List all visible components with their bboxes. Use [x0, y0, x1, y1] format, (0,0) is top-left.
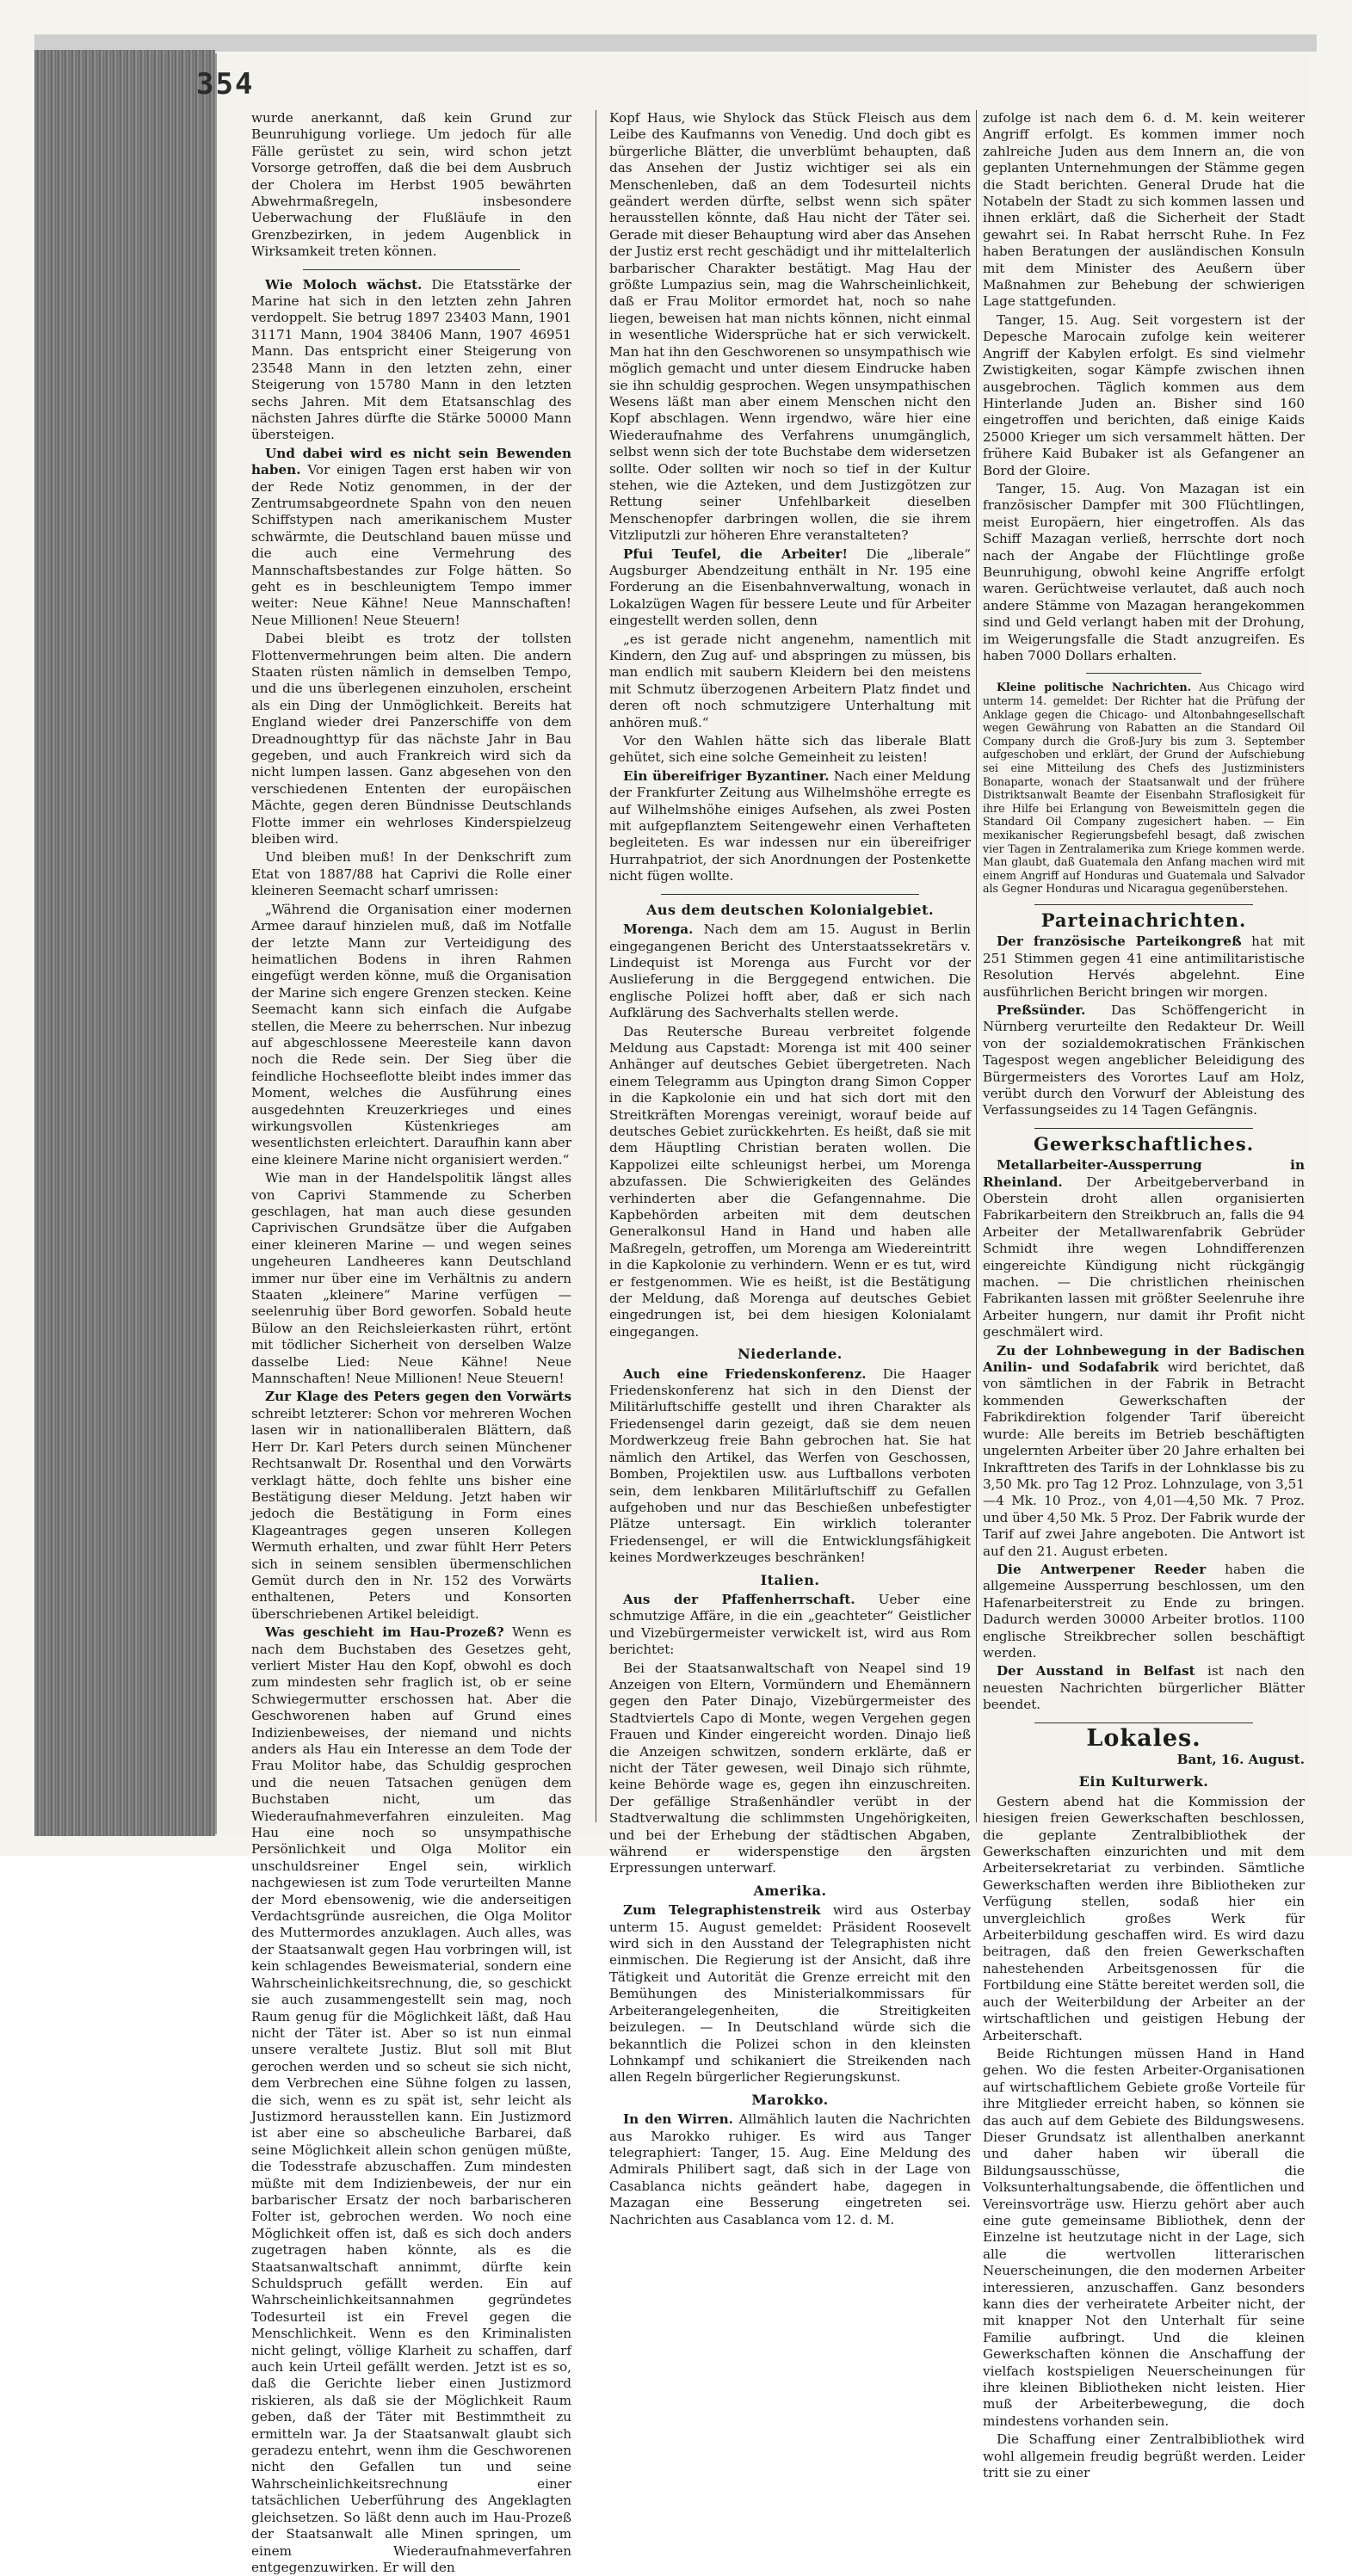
article-text: Nach dem am 15. August in Berlin eingegangenen Bericht des Unterstaatssekretärs v. Lindequist ist Morenga aus Furcht vor der Auslieferung in die Berggegend entwichen. Die englische Polizei hofft aber, daß er sich nach Aufklärung des Sachverhalts stellen werde. [609, 921, 972, 1021]
section-title: Aus dem deutschen Kolonialgebiet. [645, 901, 935, 918]
paragraph: Kopf Haus, wie Shylock das Stück Fleisch aus dem Leibe des Kaufmanns von Venedig. Und doch gibt es bürgerliche Blätter, die unverblümt behaupten, daß das Ansehen der Justiz wichtiger sei als ein Menschenleben, daß an dem Todesurteil nichts geändert werden dürfte, selbst wenn sich später herausstellen könnte, daß Hau nicht der Täter sei. Gerade mit dieser Behauptung wird aber das Ansehen der Justiz erst recht geschädigt und ihr mittelalterlich barbarischer Charakter bestätigt. Mag Hau der größte Lumpazius sein, mag die Wahrscheinlichkeit, daß er Frau Molitor ermordet hat, noch so nahe liegen, beweisen hat man nichts können, nicht einmal in wesentliche Widersprüche hat er sich verwickelt. Man hat ihn den Geschworenen so unsympathisch wie möglich gemacht und unter diesem Eindrucke haben sie ihn schuldig gesprochen. Wegen unsympathischen Wesens läßt man aber einem Menschen nicht den Kopf abschlagen. Wenn irgendwo, wäre hier eine Wiederaufnahme des Verfahrens unumgänglich, selbst wenn sich der tote Buchstabe dem widersetzen sollte. Oder sollten wir noch so tief in der Kultur stehen, wie die Azteken, und dem Justizgötzen zur Rettung seiner Unfehlbarkeit dieselben Menschenopfer darbringen wollen, die sie ihrem Vitzliputzli zur höheren Ehre veranstalteten? [609, 110, 971, 544]
separator [661, 894, 919, 895]
column-3 [983, 110, 1306, 2481]
section-title: Marokko. [751, 2091, 829, 2108]
article-heading: Aus der Pfaffenherrschaft. [623, 1591, 855, 1607]
article-heading: In den Wirren. [623, 2111, 733, 2128]
article [983, 1157, 1305, 1340]
article [609, 921, 971, 1021]
article [609, 1592, 971, 1659]
article-text: wird aus Osterbay unterm 15. August gemeldet: Präsident Roosevelt wird sich in den Ausstand der Telegraphisten nicht einmischen. Die Regierung ist der Ansicht, daß ihre Tätigkeit und Autorität die Grenze erreicht mit den Bemühungen des Ministerialkommissars für Arbeiterangelegenheiten, die Streitigkeiten beizulegen. — In Deutschland würde sich die bekanntlich die Polizei schon in den kleinsten Lohnkampf und schikaniert die Streikenden nach allen Regeln bürgerlicher Regierungskunst. [609, 1902, 972, 2086]
article-heading: Pfui Teufel, die Arbeiter! [623, 545, 848, 562]
article-text: ist nach den neuesten Nachrichten bürgerlicher Blätter beendet. [983, 1663, 1305, 1713]
article-heading: Morenga. [623, 921, 694, 938]
section-title: Lokales. [1086, 1724, 1201, 1752]
article [609, 546, 971, 630]
article-text: Ueber eine schmutzige Affäre, in die ein „geachteter“ Geistlicher und Vizebürgermeister verwickelt ist, wird aus Rom berichtet: [609, 1591, 972, 1658]
article-text: Vor einigen Tagen erst haben wir von der Rede Notiz genommen, in der der Zentrumsabgeordnete Spahn von den neuen Schiffstypen nach amerikanischem Muster schwärmte, die Deutschland bauen müsse und die auch eine Vermehrung des Mannschaftsbestandes zur Folge hätten. So geht es in beschleunigtem Tempo immer weiter: Neue Kähne! Neue Mannschaften! Neue Millionen! Neue Steuern! [251, 462, 572, 628]
article-heading: Was geschieht im Hau-Prozeß? [265, 1624, 504, 1641]
article-heading: Auch eine Friedenskonferenz. [623, 1365, 867, 1382]
article-heading: Der Ausstand in Belfast [997, 1663, 1195, 1679]
paragraph: Tanger, 15. Aug. Von Mazagan ist ein französischer Dampfer mit 300 Flüchtlingen, meist Europäern, hier eingetroffen. Als das Schiff Mazagan verließ, herrschte dort noch nach der Angabe der Flüchtlinge große Beunruhigung, obwohl keine Angriffe erfolgt waren. Gerüchtweise verlautet, daß auch noch andere Stämme von Mazagan herangekommen sind und Geld verlangt haben mit der Drohung, im Weigerungsfalle die Stadt anzugreifen. Es haben 7000 Dollars erhalten. [983, 480, 1305, 663]
column-2 [609, 110, 972, 2228]
scan-top-edge [34, 34, 1317, 52]
paragraph: wurde anerkannt, daß kein Grund zur Beunruhigung vorliege. Um jedoch für alle Fälle gerüstet zu sein, wird schon jetzt Vorsorge getroffen, daß die bei dem Ausbruch der Cholera im Herbst 1905 bewährten Abwehrmaßregeln, insbesondere Ueberwachung der Flußläufe in den Grenzbezirken, in jedem Augenblick in Wirksamkeit treten können. [251, 110, 571, 260]
article [251, 1624, 571, 2576]
column-1 [251, 110, 572, 2575]
quotation: „Während die Organisation einer modernen Armee darauf hinzielen muß, daß im Notfalle der letzte Mann zur Verteidigung des heimatlichen Bodens in ihren Rahmen eingefügt werden könne, muß die Organisation der Marine sich engere Grenzen stecken. Keine Seemacht kann sich einfach die Aufgabe stellen, die Meere zu beherrschen. Nur inbezug auf abgeschlossene Meeresteile kann davon noch die Rede sein. Der Sieg über die feindliche Hochseeflotte bleibt indes immer das Moment, welches die Ausführung eines ausgedehnten Kreuzerkrieges und eines wirkungsvollen Küstenkrieges am wesentlichsten erleichtert. Daraufhin kann aber eine kleinere Marine nicht organisiert werden.“ [251, 901, 571, 1168]
paragraph: Und bleiben muß! In der Denkschrift zum Etat von 1887/88 hat Caprivi die Rolle einer kleineren Seemacht scharf umrissen: [251, 849, 571, 899]
article [983, 1002, 1305, 1119]
article-text: Nach einer Meldung der Frankfurter Zeitung aus Wilhelmshöhe erregte es auf Wilhelmshöhe einiges Aufsehen, als zwei Posten mit aufgepflanztem Seitengewehr einen Verhafteten begleiteten. Es war indessen nur ein übereifriger Hurrahpatriot, der sich Anordnungen der Postenkette nicht fügen wollte. [609, 767, 971, 884]
book-binding-edge [34, 50, 215, 1836]
section-title: Niederlande. [738, 1346, 843, 1363]
section-title: Amerika. [753, 1882, 827, 1899]
paragraph: Tanger, 15. Aug. Seit vorgestern ist der Depesche Marocain zufolge kein weiterer Angriff der Kabylen erfolgt. Es sind vielmehr Zwistigkeiten, sogar Kämpfe zwischen ihnen ausgebrochen. Täglich kommen aus dem Hinterlande Juden an. Bisher sind 160 eingetroffen und berichten, daß einige Kaids 25000 Krieger um sich versammelt hätten. Der frühere Kaid Bubaker ist als Gefangener an Bord der Gloire. [983, 311, 1305, 478]
paragraph: Wie man in der Handelspolitik längst alles von Caprivi Stammende zu Scherben geschlagen, hat man auch diese gesunden Caprivischen Grundsätze über die Aufgaben einer kleineren Marine — und wegen seines ungeheuren Landheeres kann Deutschland immer nur über eine im Verhältnis zu andern Staaten „kleinere“ Marine verfügen — seelenruhig über Bord geworfen. Sobald heute Bülow an den Reichsleierkasten rührt, ertönt mit tödlicher Sicherheit von derselben Walze dasselbe Lied: Neue Kähne! Neue Mannschaften! Neue Millionen! Neue Steuern! [251, 1170, 571, 1387]
separator [1034, 1128, 1253, 1129]
dateline: Bant, 16. August. [1176, 1752, 1305, 1767]
article-text: Der Arbeitgeberverband in Oberstein droht allen organisierten Fabrikarbeitern den Streikbruch an, falls die 94 Arbeiter der Metallwarenfabrik Gebrüder Schmidt ihre wegen Lohndifferenzen eingereichte Kündigung nicht rückgängig machen. — Die christlichen rheinischen Fabrikanten lassen mit größter Seelenruhe ihre Arbeiter hungern, nur damit ihr Profit nicht geschmälert wird. [983, 1174, 1305, 1340]
article [251, 446, 571, 629]
article [983, 1562, 1305, 1661]
article [983, 1343, 1305, 1560]
paragraph: Das Reutersche Bureau verbreitet folgende Meldung aus Capstadt: Morenga ist mit 400 seiner Anhänger auf deutsches Gebiet übergetreten. Nach einem Telegramm aus Upington drang Simon Copper in die Kapkolonie ein und hat sich dort mit den Streitkräften Morengas vereinigt, worauf beide auf deutsches Gebiet zurückkehrten. Es heißt, daß sie mit dem Häuptling Christian beraten wollen. Die Kappolizei eilte schleunigst herbei, um Morenga abzufassen. Die Schwierigkeiten des Geländes verhinderten aber die Gefangennahme. Die Kapbehörden arbeiten mit dem deutschen Generalkonsul Hand in Hand und haben alle Maßregeln, getroffen, um Morenga am Wiedereintritt in die Kapkolonie zu verhindern. Wenn er es tut, wird er festgenommen. Wie es heißt, ist die Bestätigung der Meldung, daß Morenga auf deutsches Gebiet eingedrungen ist, bei dem hiesigen Kolonialamt eingegangen. [609, 1023, 971, 1340]
article-text: Wenn es nach dem Buchstaben des Gesetzes geht, verliert Mister Hau den Kopf, obwohl es doch zum mindesten sehr fraglich ist, ob er seine Schwiegermutter erschossen hat. Aber die Geschworenen haben auf Grund eines Indizienbeweises, der niemand und nichts anders als Hau ein Interesse an dem Tode der Frau Molitor habe, das Schuldig gesprochen und die neuen Tatsachen genügen dem Buchstaben nicht, um das Wiederaufnahmeverfahren einzuleiten. Mag Hau eine noch so unsympathische Persönlichkeit und Olga Molitor ein unschuldsreiner Engel sein, wirklich nachgewiesen ist zum Tode verurteilten Manne der Mord ebensowenig, wie die anderseitigen Verdachtsgründe ausreichen, die Olga Molitor des Muttermordes anzuklagen. Auch alles, was der Staatsanwalt gegen Hau vorbringen will, ist kein schlagendes Beweismaterial, sondern eine Wahrscheinlichkeitsrechnung, die, so geschickt sie auch zusammengestellt sein mag, noch Raum genug für die Möglichkeit läßt, daß Hau nicht der Täter ist. Aber so ist nun einmal unsere veraltete Justiz. Blut soll mit Blut gerochen werden und so scheut sie sich nicht, dem Verbrechen eine Sühne folgen zu lassen, die sich, wenn es zu spät ist, sehr leicht als Justizmord herausstellen kann. Ein Justizmord ist aber eine so abscheuliche Barbarei, daß seine Möglichkeit allein schon genügen müßte, die Todesstrafe abzuschaffen. Zum mindesten müßte mit dem Indizienbeweis, der nur ein barbarischer Ersatz der noch barbarischeren Folter ist, gebrochen werden. Wo noch eine Möglichkeit offen ist, daß es sich doch anders zugetragen haben könnte, als es die Staatsanwaltschaft annimmt, dürfte kein Schuldspruch gefällt werden. Ein auf Wahrscheinlichkeitsannahmen gegründetes Todesurteil ist ein Frevel gegen die Menschlichkeit. Wenn es den Kriminalisten nicht gelingt, völlige Klarheit zu schaffen, darf auch kein Urteil gefällt werden. Jetzt ist es so, daß die Gerichte lieber einen Justizmord riskieren, als daß sie der Möglichkeit Raum geben, daß der Täter mit Bestimmtheit zu ermitteln war. Ja der Staatsanwalt glaubt sich geradezu entehrt, wenn ihm die Geschworenen nicht den Gefallen tun und seine Wahrscheinlichkeitsrechnung einer tatsächlichen Ueberführung des Angeklagten gleichsetzen. So läßt denn auch im Hau-Prozeß der Staatsanwalt alle Minen springen, um einem Wiederaufnahmeverfahren entgegenzuwirken. Er will den [251, 1624, 572, 2575]
section-title: Parteinachrichten. [1040, 909, 1247, 931]
paragraph: Vor den Wahlen hätte sich das liberale Blatt gehütet, sich eine solche Gemeinheit zu leisten! [609, 733, 971, 766]
paragraph: Dabei bleibt es trotz der tollsten Flottenvermehrungen beim alten. Die andern Staaten rüsten nämlich in demselben Tempo, und die uns überlegenen einzuholen, erscheint als ein Ding der Unmöglichkeit. Bereits hat England wieder drei Panzerschiffe von dem Dreadnoughttyp für das nächste Jahr in Bau gegeben, und auch Frankreich wird sich da nicht lumpen lassen. Ganz abgesehen von den verschiedenen Ententen der europäischen Mächte, gegen deren Bündnisse Deutschlands Flotte immer ein wehrloses Kinderspielzeug bleiben wird. [251, 631, 571, 847]
article [983, 934, 1305, 1001]
separator [303, 269, 520, 270]
article [609, 2111, 971, 2228]
article-text: haben die allgemeine Aussperrung beschlossen, um den Hafenarbeiterstreit zu Ende zu bringen. Dadurch werden 30000 Arbeiter brotlos. 1100 englische Streikbrecher sollen beschäftigt werden. [983, 1561, 1305, 1661]
article-text: Die Haager Friedenskonferenz hat sich in den Dienst der Militärluftschiffe gestellt und ihren Charakter als Friedensengel darin gezeigt, daß sie dem neuen Mordwerkzeug freie Bahn gebrochen hat. Sie hat nämlich den Artikel, das Werfen von Geschossen, Bomben, Projektilen usw. aus Luftballons verboten sein, dem lenkbaren Militärluftschiff zu Gefallen aufgehoben und nur das Beschießen unbefestigter Plätze untersagt. Ein wirklich toleranter Friedensengel, er will die Entwicklungsfähigkeit keines Mordwerkzeuges beschränken! [609, 1365, 971, 1566]
article-heading: Metallarbeiter-Aussperrung in Rheinland. [983, 1157, 1305, 1190]
article [983, 1663, 1305, 1713]
article-heading: Die Antwerpener Reeder [997, 1561, 1207, 1577]
article [609, 1366, 971, 1567]
article-text: Die Etatsstärke der Marine hat sich in den letzten zehn Jahren verdoppelt. Sie betrug 1897 23403 Mann, 1901 31171 Mann, 1904 38406 Mann, 1907 46951 Mann. Das entspricht einer Steigerung von 23548 Mann in den letzten zehn, einer Steigerung von 15780 Mann in den letzten sechs Jahren. Mit dem Etatsanschlag des nächsten Jahres dürfte die Stärke 50000 Mann übersteigen. [251, 276, 572, 443]
section-title: Italien. [760, 1571, 820, 1588]
article-text: schreibt letzterer: Schon vor mehreren Wochen lasen wir in nationalliberalen Blättern, daß Herr Dr. Karl Peters durch seinen Münchener Rechtsanwalt Dr. Rosenthal und den Vorwärts verklagt hätte, doch fehlte uns bisher eine Bestätigung dieser Meldung. Jetzt haben wir jedoch die Bestätigung in Form eines Klageantrages gegen unseren Kollegen Wermuth erhalten, und zwar fühlt Herr Peters sich in seinem sensiblen übermenschlichen Gemüt durch den in Nr. 152 des Vorwärts enthaltenen, Peters und Konsorten überschriebenen Artikel beleidigt. [251, 1405, 571, 1622]
article-heading: Ein Kulturwerk. [1078, 1773, 1209, 1790]
article-heading: Zum Telegraphistenstreik [623, 1902, 821, 1919]
article-text: Allmählich lauten die Nachrichten aus Marokko ruhiger. Es wird aus Tanger telegraphiert: Tanger, 15. Aug. Eine Meldung des Admirals Philibert sagt, daß sich in der Lage von Casablanca nichts geändert habe, dagegen in Mazagan eine Besserung eingetreten sei. Nachrichten aus Casablanca vom 12. d. M. [609, 2111, 972, 2228]
paragraph: Gestern abend hat die Kommission der hiesigen freien Gewerkschaften beschlossen, die geplante Zentralbibliothek der Gewerkschaften einzurichten und mit dem Arbeitersekretariat zu verbinden. Sämtliche Gewerkschaften werden ihre Bibliotheken zur Verfügung stellen, sodaß hier ein unvergleichlich großes Werk für Arbeiterbildung geschaffen wird. Es wird dazu beitragen, daß den freien Gewerkschaften nahestehenden Arbeitsgenossen für die Fortbildung eine Stätte bereitet werden soll, die auch der Weiterbildung der Arbeiter an der wirtschaftlichen und geistigen Hebung der Arbeiterschaft. [983, 1793, 1305, 2043]
article-text: wird berichtet, daß von sämtlichen in der Fabrik in Betracht kommenden Gewerkschaften der Fabrikdirektion folgender Tarif übereicht wurde: Alle bereits im Betrieb beschäftigten ungelernten Arbeiter über 20 Jahre erhalten bei Inkrafttreten des Tarifs in der Lohnklasse bis zu 3,50 Mk. pro Tag 12 Proz. Lohnzulage, von 3,51—4 Mk. 10 Proz., von 4,01—4,50 Mk. 7 Proz. und über 4,50 Mk. 5 Proz. Der Fabrik wurde der Tarif auf zwei Jahre angeboten. Die Antwort ist auf den 21. August erbeten. [983, 1359, 1305, 1559]
article [609, 768, 971, 885]
article-text: Aus Chicago wird unterm 14. gemeldet: Der Richter hat die Prüfung der Anklage gegen die Chicago- und Altonbahngesellschaft wegen Gewährung von Rabatten an die Standard Oil Company durch die Groß-Jury bis zum 3. September aufgeschoben und erklärt, der Grund der Aufschiebung sei eine Mitteilung des Chefs des Justizministers Bonaparte, wonach der Staatsanwalt und der frühere Distriktsanwalt Beamte der Eisenbahn Straflosigkeit für ihre Hilfe bei Erlangung von Beweismitteln gegen die Standard Oil Company zugesichert haben. — Ein mexikanischer Regierungsbefehl besagt, daß zwischen vier Tagen in Zentralamerika zum Kriege kommen werde. Man glaubt, daß Guatemala den Anfang machen wird mit einem Angriff auf Honduras und Guatemala und Salvador als Gegner Honduras und Nicaragua gegenüberstehen. [983, 681, 1305, 896]
separator [1086, 673, 1201, 674]
article-heading: Kleine politische Nachrichten. [997, 681, 1192, 694]
article [251, 1389, 571, 1623]
quotation: „es ist gerade nicht angenehm, namentlich mit Kindern, den Zug auf- und abspringen zu müssen, bis man endlich mit saubern Kleidern bei den meistens mit Schmutz überzogenen Arbeitern Platz findet und deren oft noch schmutzigere Unterhaltung mit anhören muß.“ [609, 631, 971, 730]
article [251, 277, 571, 444]
article-heading: Ein übereifriger Byzantiner. [623, 767, 830, 784]
paragraph: Bei der Staatsanwaltschaft von Neapel sind 19 Anzeigen von Eltern, Vormündern und Ehemännern gegen den Pater Dinajo, Vizebürgermeister des Stadtviertels Capo di Monte, wegen Vergehen gegen Frauen und Kinder eingereicht worden. Dinajo ließ die Anzeigen schwitzen, sondern erklärte, daß er nicht der Täter gewesen, weil Dinajo sich rühmte, keine Behörde wage es, gegen ihn einzuschreiten. Der gefällige Straßenhändler verübt in der Stadtverwaltung die schlimmsten Ungehörigkeiten, und bei der Erhebung der städtischen Abgaben, während er widerspenstige den ärgsten Erpressungen unterwarf. [609, 1660, 971, 1877]
article-heading: Wie Moloch wächst. [265, 276, 423, 293]
article-text: Das Schöffengericht in Nürnberg verurteilte den Redakteur Dr. Weill von der sozialdemokratischen Fränkischen Tagespost wegen angeblicher Beleidigung des Bürgermeisters des Vorortes Lauf am Holz, verübt durch den Vorwurf der Ableistung des Verfassungseides zu 14 Tagen Gefängnis. [983, 1001, 1306, 1119]
paragraph: Beide Richtungen müssen Hand in Hand gehen. Wo die festen Arbeiter-Organisationen auf wirtschaftlichem Gebiete große Vorteile für ihre Mitglieder erreicht haben, so können sie das auch auf dem Gebiete des Bildungswesens. Dieser Grundsatz ist allenthalben anerkannt und daher haben wir überall die Bildungsausschüsse, die Volksunterhaltungsabende, die öffentlichen und Vereinsvorträge usw. Hierzu gehört aber auch eine gute gemeinsame Bibliothek, denn der Einzelne ist heutzutage nicht in der Lage, sich alle die wertvollen litterarischen Neuerscheinungen, die den modernen Arbeiter interessieren, anzuschaffen. Ganz besonders kann dies der verheiratete Arbeiter nicht, der mit knapper Not den Unterhalt für seine Familie aufbringt. Und die kleinen Gewerkschaften können die Anschaffung der vielfach kostspieligen Neuerscheinungen für ihre kleinen Bibliotheken nicht leisten. Hier muß der Arbeiterbewegung, die doch mindestens vorhanden sein. [983, 2045, 1305, 2429]
paragraph: zufolge ist nach dem 6. d. M. kein weiterer Angriff erfolgt. Es kommen immer noch zahlreiche Juden aus dem Innern an, die von geplanten Unternehmungen der Stämme gegen die Stadt berichten. General Drude hat die Notabeln der Stadt zu sich kommen lassen und ihnen erklärt, daß die Sicherheit der Stadt gewahrt sei. In Rabat herrscht Ruhe. In Fez haben Beratungen der ausländischen Konsuln mit dem Minister des Aeußern über Maßnahmen zur Behebung der schwierigen Lage stattgefunden. [983, 110, 1305, 310]
article-heading: Zu der Lohnbewegung in der Badischen Anilin- und Sodafabrik [983, 1342, 1305, 1376]
paragraph: Die Schaffung einer Zentralbibliothek wird wohl allgemein freudig begrüßt werden. Leider tritt sie zu einer [983, 2431, 1305, 2481]
article-heading: Der französische Parteikongreß [997, 934, 1242, 950]
section-title: Gewerkschaftliches. [1033, 1132, 1255, 1155]
article-text: hat mit 251 Stimmen gegen 41 eine antimilitaristische Resolution Hervés abgelehnt. Eine ausführlichen Bericht bringen wir morgen. [983, 934, 1305, 1000]
article-heading: Preßsünder. [997, 1001, 1086, 1018]
page-number: 354 [196, 67, 255, 102]
article-heading: Und dabei wird es nicht sein Bewenden haben. [251, 445, 571, 478]
column-rule [976, 110, 977, 1822]
article [609, 1902, 971, 2086]
article [983, 681, 1305, 896]
article-text: Die „liberale“ Augsburger Abendzeitung enthält in Nr. 195 eine Forderung an die Eisenbahnverwaltung, wonach in Lokalzügen Wagen für bessere Leute und für Arbeiter eingestellt werden sollen, denn [609, 545, 971, 629]
separator [1034, 1722, 1253, 1723]
article-heading: Zur Klage des Peters gegen den Vorwärts [265, 1389, 571, 1405]
separator [1034, 904, 1253, 905]
